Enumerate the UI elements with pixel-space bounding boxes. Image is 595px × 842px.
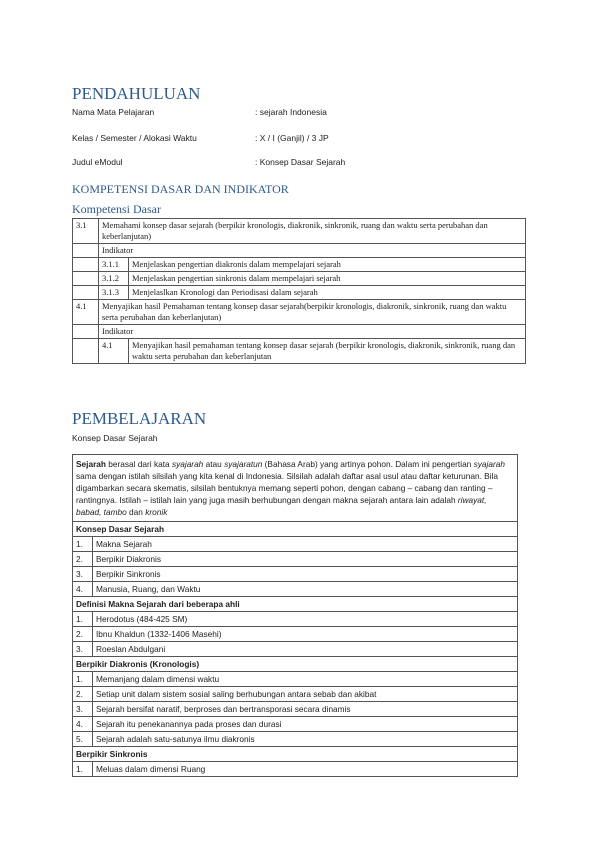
indikator-label: Indikator	[99, 244, 526, 258]
list-item	[73, 642, 518, 657]
section-heading-row	[73, 747, 518, 762]
item-text: Memanjang dalam dimensi waktu	[93, 672, 518, 687]
indikator-row	[73, 339, 526, 364]
indikator-text: Menjelaskan pengertian diakronis dalam mempelajari sejarah	[129, 258, 526, 272]
section-heading-row	[73, 597, 518, 612]
list-item	[73, 552, 518, 567]
intro-italic: kronik	[145, 507, 168, 517]
item-text: Manusia, Ruang, dan Waktu	[93, 582, 518, 597]
list-item	[73, 627, 518, 642]
item-number: 1.	[73, 612, 93, 627]
intro-row	[73, 455, 518, 522]
indikator-text: Menjelaslkan Kronologi dan Periodisasi dalam sejarah	[129, 286, 526, 300]
item-number: 3.	[73, 702, 93, 717]
item-text: Sejarah bersifat naratif, berproses dan bertransporasi secara dinamis	[93, 702, 518, 717]
kd-text: Menyajikan hasil Pemahaman tentang konsep dasar sejarah(berpikir kronologis, diakronik, sinkronik, ruang dan waktu serta perubahan dan keberlanjutan)	[99, 300, 526, 325]
section-heading: Konsep Dasar Sejarah	[73, 522, 518, 537]
kelas-value: : X / I (Ganjil) / 3 JP	[255, 133, 329, 143]
indikator-number: 4.1	[99, 339, 129, 364]
intro-italic: syajarah	[171, 459, 204, 469]
item-number: 3.	[73, 642, 93, 657]
section-heading: Berpikir Sinkronis	[73, 747, 518, 762]
item-text: Berpikir Diakronis	[93, 552, 518, 567]
pembelajaran-subtitle: Konsep Dasar Sejarah	[72, 433, 158, 443]
indikator-row	[73, 258, 526, 272]
kd-number: 3.1	[73, 219, 99, 244]
section-heading-row	[73, 522, 518, 537]
list-item	[73, 672, 518, 687]
indikator-row	[73, 272, 526, 286]
indikator-text: Menjelaskan pengertian sinkronis dalam mempelajari sejarah	[129, 272, 526, 286]
indikator-row	[73, 286, 526, 300]
kelas-label: Kelas / Semester / Alokasi Waktu	[72, 133, 197, 143]
kompetensi-subtitle: Kompetensi Dasar	[72, 202, 161, 216]
mapel-label: Nama Mata Pelajaran	[72, 107, 155, 117]
item-number: 1.	[73, 762, 93, 777]
kd-row	[73, 300, 526, 325]
intro-italic: syajaratun	[224, 459, 263, 469]
indikator-header-row	[73, 244, 526, 258]
item-number: 1.	[73, 672, 93, 687]
indikator-number: 3.1.3	[99, 286, 129, 300]
item-number: 2.	[73, 627, 93, 642]
mapel-value: : sejarah Indonesia	[255, 107, 327, 117]
intro-bold: Sejarah	[76, 459, 106, 469]
item-number: 4.	[73, 717, 93, 732]
list-item	[73, 582, 518, 597]
section-heading: Definisi Makna Sejarah dari beberapa ahli	[73, 597, 518, 612]
kompetensi-table	[72, 218, 526, 364]
kd-number: 4.1	[73, 300, 99, 325]
indikator-header-row	[73, 325, 526, 339]
kd-text: Memahami konsep dasar sejarah (berpikir kronologis, diakronik, sinkronik, ruang dan waktu serta perubahan dan keberlanjutan)	[99, 219, 526, 244]
intro-text: dan	[126, 507, 146, 517]
kd-row	[73, 219, 526, 244]
intro-text: sama dengan istilah silsilah yang kita kenal di Indonesia. Silsilah adalah daftar asal usul atau daftar keturunan. Bila digambarkan secara skematis, silsilah bentuknya memang seperti pohon, dengan cabang – cabang dan ranting – rantingnya. Istilah – istilah lain yang juga masih berhubungan dengan makna sejarah antara lain adalah	[76, 471, 499, 505]
list-item	[73, 687, 518, 702]
list-item	[73, 762, 518, 777]
indikator-number: 3.1.2	[99, 272, 129, 286]
section-heading: Berpikir Diakronis (Kronologis)	[73, 657, 518, 672]
intro-text: (Bahasa Arab) yang artinya pohon. Dalam ini pengertian	[262, 459, 474, 469]
intro-text: berasal dari kata	[105, 459, 172, 469]
item-text: Meluas dalam dimensi Ruang	[93, 762, 518, 777]
item-number: 2.	[73, 552, 93, 567]
pembelajaran-title: PEMBELAJARAN	[72, 409, 207, 428]
item-text: Berpikir Sinkronis	[93, 567, 518, 582]
list-item	[73, 702, 518, 717]
list-item	[73, 537, 518, 552]
item-text: Setiap unit dalam sistem sosial saling berhubungan antara sebab dan akibat	[93, 687, 518, 702]
indikator-text: Menyajikan hasil pemahaman tentang konsep dasar sejarah (berpikir kronologis, diakronik, sinkronik, ruang dan waktu serta perubahan dan keberlanjutan	[129, 339, 526, 364]
section-heading-row	[73, 657, 518, 672]
item-number: 5.	[73, 732, 93, 747]
list-item	[73, 612, 518, 627]
item-text: Sejarah adalah satu-satunya ilmu diakronis	[93, 732, 518, 747]
judul-value: : Konsep Dasar Sejarah	[255, 157, 346, 167]
indikator-label: Indikator	[99, 325, 526, 339]
pendahuluan-title: PENDAHULUAN	[72, 84, 201, 103]
item-text: Ibnu Khaldun (1332-1406 Masehi)	[93, 627, 518, 642]
intro-text: atau	[203, 459, 225, 469]
item-text: Makna Sejarah	[93, 537, 518, 552]
list-item	[73, 732, 518, 747]
item-number: 2.	[73, 687, 93, 702]
item-number: 3.	[73, 567, 93, 582]
intro-paragraph	[73, 455, 518, 522]
item-number: 4.	[73, 582, 93, 597]
item-text: Herodotus (484-425 SM)	[93, 612, 518, 627]
kompetensi-title: KOMPETENSI DASAR DAN INDIKATOR	[72, 182, 289, 196]
item-number: 1.	[73, 537, 93, 552]
intro-italic: riwayat, babad, tambo	[76, 495, 487, 517]
item-text: Sejarah itu penekanannya pada proses dan durasi	[93, 717, 518, 732]
list-item	[73, 717, 518, 732]
indikator-number: 3.1.1	[99, 258, 129, 272]
list-item	[73, 567, 518, 582]
judul-label: Judul eModul	[72, 157, 123, 167]
intro-italic: syajarah	[473, 459, 505, 469]
item-text: Roeslan Abdulgani	[93, 642, 518, 657]
pembelajaran-table	[72, 454, 518, 777]
